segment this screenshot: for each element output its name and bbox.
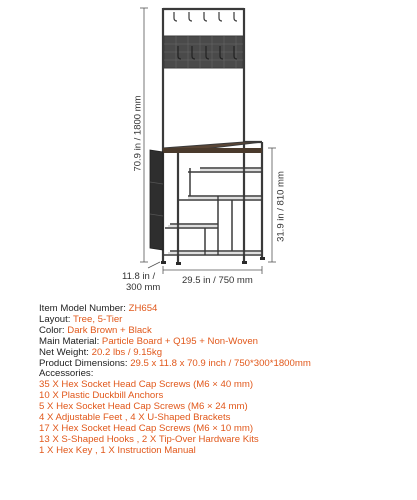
spec-value: 29.5 x 11.8 x 70.9 inch / 750*300*1800mm xyxy=(130,357,311,369)
top-hooks xyxy=(174,12,237,21)
shelf-grids xyxy=(168,170,262,253)
width-dimension-line xyxy=(163,266,262,274)
spec-label: Main Material: xyxy=(39,335,102,347)
wood-shelf xyxy=(163,142,262,153)
spec-label: Color: xyxy=(39,324,68,336)
accessories-heading: Accessories: xyxy=(39,368,94,380)
spec-label: Item Model Number: xyxy=(39,303,129,314)
side-pocket xyxy=(150,150,163,250)
accessory-item: 13 X S-Shaped Hooks , 2 X Tip-Over Hardware Kits xyxy=(39,433,259,445)
accessory-item: 5 X Hex Socket Head Cap Screws (M6 × 24 mm) xyxy=(39,401,248,413)
mesh-panel xyxy=(164,36,243,68)
spec-value: 20.2 lbs / 9.15kg xyxy=(91,346,163,358)
width-label: 29.5 in / 750 mm xyxy=(182,275,253,286)
spec-label: Product Dimensions: xyxy=(39,357,131,369)
shelf-height-label: 31.9 in / 810 mm xyxy=(275,171,287,242)
depth-dimension-line xyxy=(148,262,160,268)
spec-label: Layout: xyxy=(39,313,73,325)
spec-value: ZH654 xyxy=(128,303,158,314)
spec-value: Particle Board + Q195 + Non-Woven xyxy=(101,335,258,347)
spec-value: Dark Brown + Black xyxy=(67,324,152,336)
spec-row-dimensions xyxy=(39,359,409,370)
spec-value: Tree, 5-Tier xyxy=(72,313,123,325)
accessory-item: 35 X Hex Socket Head Cap Screws (M6 × 40 mm) xyxy=(39,379,254,391)
depth-label-line1: 11.8 in / xyxy=(122,271,156,282)
spec-label: Net Weight: xyxy=(39,346,92,358)
height-label: 70.9 in / 1800 mm xyxy=(132,95,144,172)
depth-label-line2: 300 mm xyxy=(126,282,161,293)
spec-list xyxy=(39,304,409,457)
accessory-item: 10 X Plastic Duckbill Anchors xyxy=(39,390,164,402)
accessory-item: 17 X Hex Socket Head Cap Screws (M6 × 10 mm) xyxy=(39,422,254,434)
rack-feet xyxy=(161,257,265,265)
accessory-item: 4 X Adjustable Feet , 4 X U-Shaped Brackets xyxy=(39,412,231,424)
accessory-item: 1 X Hex Key , 1 X Instruction Manual xyxy=(39,444,196,456)
